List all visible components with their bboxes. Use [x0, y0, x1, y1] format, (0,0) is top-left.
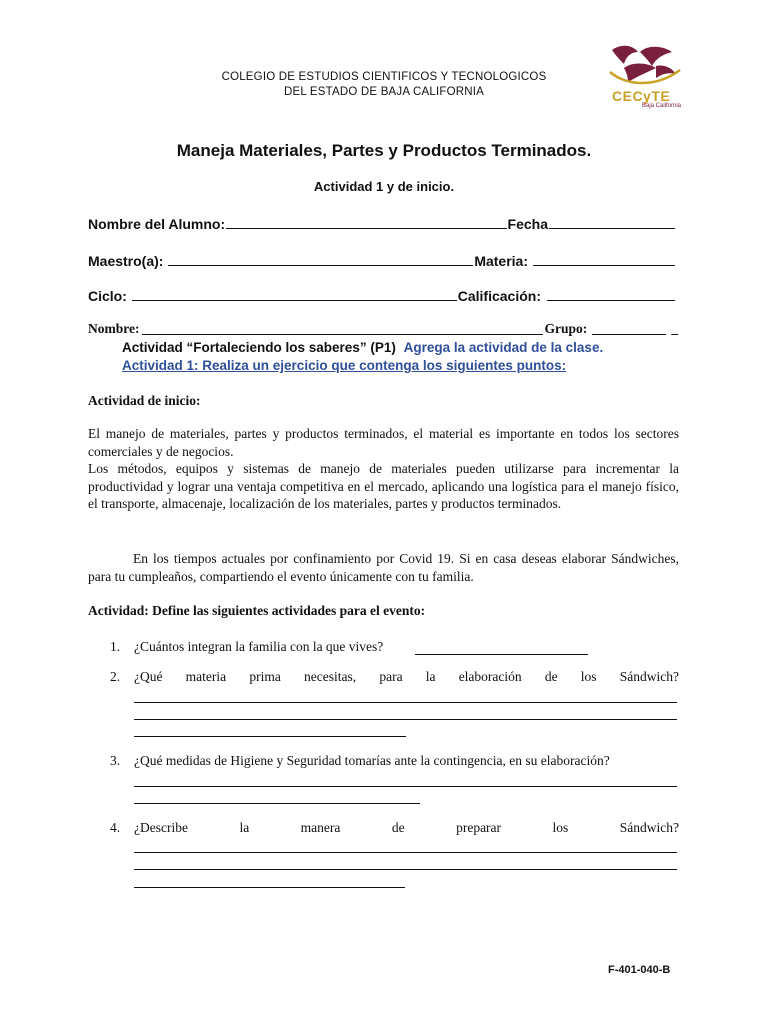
question-3-number: 3. — [110, 753, 121, 768]
maestro-label: Maestro(a): — [88, 253, 164, 269]
question-4-answer-line[interactable] — [134, 852, 677, 853]
ciclo-label: Ciclo: — [88, 288, 127, 304]
document-title: Maneja Materiales, Partes y Productos Terminados. — [176, 141, 592, 160]
logo-subtext: Baja California — [642, 103, 682, 109]
question-4-word: ¿Describe — [134, 820, 188, 835]
paragraph-3: En los tiempos actuales por confinamiento por Covid 19. Si en casa deseas elaborar Sándwiches, para tu cumpleaños, compartiendo el evento únicamente con tu familia. — [88, 551, 679, 584]
question-4-word: de — [391, 820, 405, 835]
question-4-answer-line[interactable] — [134, 887, 405, 888]
grupo-label: Grupo: — [544, 321, 588, 336]
logo-text: CECyTE — [612, 88, 671, 104]
calificacion-label: Calificación: — [457, 288, 541, 304]
activity-line1-blue: Agrega la actividad de la clase. — [403, 340, 604, 355]
question-3-answer-line[interactable] — [134, 786, 677, 787]
alumno-label: Nombre del Alumno: — [88, 216, 226, 232]
activity-line2: Actividad 1: Realiza un ejercicio que contenga los siguientes puntos: — [122, 358, 567, 373]
school-name-line2: DEL ESTADO DE BAJA CALIFORNIA — [283, 86, 485, 98]
grupo-tail: _ — [671, 321, 678, 336]
eagle-emblem-icon — [606, 42, 686, 94]
inicio-heading: Actividad de inicio: — [88, 393, 201, 408]
alumno-fecha-row — [88, 214, 676, 232]
question-2-word: los — [580, 669, 597, 684]
question-1-answer-line[interactable] — [415, 654, 588, 655]
question-2-word: ¿Qué — [134, 669, 163, 684]
nombre-grupo-row — [88, 321, 678, 337]
question-4-number: 4. — [110, 820, 121, 835]
question-2-answer-line[interactable] — [134, 719, 677, 720]
question-4-word: manera — [300, 820, 341, 835]
maestro-field[interactable] — [168, 251, 473, 266]
question-4-text — [134, 820, 679, 836]
question-1-number: 1. — [110, 639, 121, 654]
question-4-word: Sándwich? — [619, 820, 679, 835]
document-subtitle: Actividad 1 y de inicio. — [313, 179, 455, 194]
question-2-word: la — [425, 669, 436, 684]
grupo-field[interactable] — [592, 322, 666, 335]
fecha-label: Fecha — [507, 216, 548, 232]
question-2-number: 2. — [110, 669, 121, 684]
question-1-text: ¿Cuántos integran la familia con la que vives? — [134, 639, 384, 654]
materia-field[interactable] — [533, 251, 675, 266]
question-4-word: los — [552, 820, 569, 835]
question-4-answer-line[interactable] — [134, 869, 677, 870]
paragraph-2: Los métodos, equipos y sistemas de manejo de materiales pueden utilizarse para incrementar la productividad y lograr una ventaja competitiva en el mercado, aplicando una logística para el manejo físico, el transporte, almacenaje, localización de los materiales, partes y productos terminados. — [88, 461, 679, 511]
activity-line1-black: Actividad “Fortaleciendo los saberes” (P1) — [122, 340, 396, 355]
maestro-materia-row — [88, 251, 676, 269]
question-2-word: Sándwich? — [619, 669, 679, 684]
actividad-heading: Actividad: Define las siguientes actividades para el evento: — [88, 603, 426, 618]
materia-label: Materia: — [474, 253, 528, 269]
question-2-word: materia — [185, 669, 227, 684]
alumno-field[interactable] — [226, 214, 506, 229]
nombre-label: Nombre: — [88, 321, 140, 336]
question-2-answer-line[interactable] — [134, 702, 677, 703]
activity-line1 — [122, 340, 603, 355]
question-4-word: preparar — [456, 820, 502, 835]
footer-code: F-401-040-B — [608, 964, 671, 976]
question-3-text: ¿Qué medidas de Higiene y Seguridad tomarías ante la contingencia, en su elaboración? — [134, 753, 610, 768]
ciclo-calificacion-row — [88, 286, 676, 304]
question-3-answer-line[interactable] — [134, 803, 420, 804]
question-2-word: para — [379, 669, 403, 684]
question-2-text — [134, 669, 679, 685]
question-2-word: prima — [249, 669, 281, 684]
question-2-answer-line[interactable] — [134, 736, 406, 737]
calificacion-field[interactable] — [547, 286, 675, 301]
ciclo-field[interactable] — [132, 286, 457, 301]
question-2-word: de — [544, 669, 558, 684]
question-4-word: la — [239, 820, 250, 835]
paragraph-1: El manejo de materiales, partes y productos terminados, el material es importante en todos los sectores comerciales y de negocios. — [88, 426, 679, 459]
school-name-line1: COLEGIO DE ESTUDIOS CIENTIFICOS Y TECNOLOGICOS — [221, 71, 547, 83]
question-2-word: necesitas, — [304, 669, 357, 684]
question-2-word: elaboración — [458, 669, 522, 684]
nombre-field[interactable] — [142, 322, 544, 335]
cecyte-logo — [606, 42, 686, 112]
fecha-field[interactable] — [549, 214, 675, 229]
